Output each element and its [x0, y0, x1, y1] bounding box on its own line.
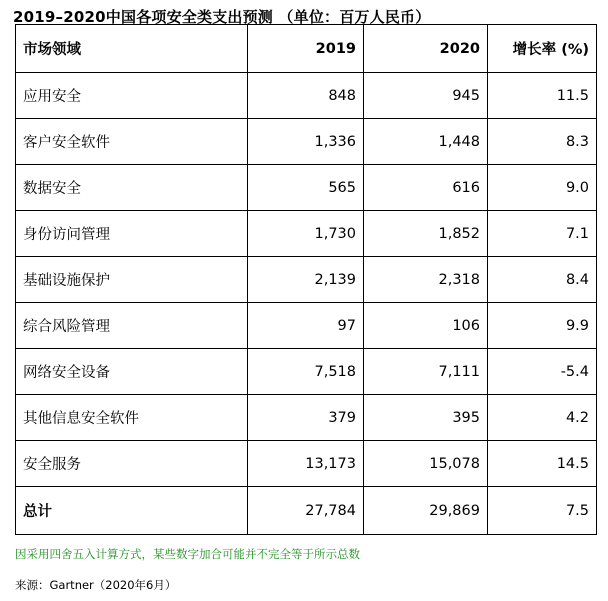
value-2020-cell: 106 [364, 303, 488, 349]
value-2020-cell: 1,448 [364, 119, 488, 165]
value-2019-cell: 13,173 [248, 441, 364, 487]
table-row [16, 395, 597, 441]
total-row [16, 487, 597, 535]
value-2020-cell: 2,318 [364, 257, 488, 303]
market-area-cell: 其他信息安全软件 [16, 395, 248, 441]
value-2020-cell: 7,111 [364, 349, 488, 395]
header-growth-rate: 增长率 (%) [488, 25, 597, 73]
growth-rate-cell: 8.4 [488, 257, 597, 303]
growth-rate-cell: 7.1 [488, 211, 597, 257]
table-row [16, 73, 597, 119]
value-2019-cell: 379 [248, 395, 364, 441]
value-2020-cell: 1,852 [364, 211, 488, 257]
rounding-note: 因采用四舍五入计算方式，某些数字加合可能并不完全等于所示总数 [15, 547, 360, 561]
table-header-row [16, 25, 597, 73]
table-title: 2019–2020中国各项安全类支出预测 （单位：百万人民币） [13, 8, 431, 26]
value-2019-cell: 1,730 [248, 211, 364, 257]
table-row [16, 165, 597, 211]
value-2019-cell: 1,336 [248, 119, 364, 165]
table-row [16, 211, 597, 257]
value-2019-cell: 848 [248, 73, 364, 119]
table-row [16, 349, 597, 395]
source-citation: 来源：Gartner（2020年6月） [15, 578, 177, 592]
market-area-cell: 综合风险管理 [16, 303, 248, 349]
market-area-cell: 应用安全 [16, 73, 248, 119]
market-area-cell: 身份访问管理 [16, 211, 248, 257]
value-2020-cell: 945 [364, 73, 488, 119]
header-2019: 2019 [248, 25, 364, 73]
value-2020-cell: 15,078 [364, 441, 488, 487]
growth-rate-cell: 8.3 [488, 119, 597, 165]
market-area-cell: 安全服务 [16, 441, 248, 487]
value-2020-cell: 395 [364, 395, 488, 441]
growth-rate-cell: 14.5 [488, 441, 597, 487]
growth-rate-cell: -5.4 [488, 349, 597, 395]
growth-rate-cell: 11.5 [488, 73, 597, 119]
growth-rate-cell: 9.0 [488, 165, 597, 211]
value-2019-cell: 2,139 [248, 257, 364, 303]
value-2019-cell: 565 [248, 165, 364, 211]
value-2019-cell: 7,518 [248, 349, 364, 395]
header-market-area: 市场领域 [16, 25, 248, 73]
total-2020-cell: 29,869 [364, 487, 488, 535]
growth-rate-cell: 4.2 [488, 395, 597, 441]
table-row [16, 441, 597, 487]
total-growth-cell: 7.5 [488, 487, 597, 535]
total-2019-cell: 27,784 [248, 487, 364, 535]
market-area-cell: 客户安全软件 [16, 119, 248, 165]
market-area-cell: 网络安全设备 [16, 349, 248, 395]
value-2020-cell: 616 [364, 165, 488, 211]
market-area-cell: 基础设施保护 [16, 257, 248, 303]
table-row [16, 303, 597, 349]
growth-rate-cell: 9.9 [488, 303, 597, 349]
header-2020: 2020 [364, 25, 488, 73]
value-2019-cell: 97 [248, 303, 364, 349]
market-area-cell: 数据安全 [16, 165, 248, 211]
spending-forecast-table [15, 24, 597, 535]
total-label-cell: 总计 [16, 487, 248, 535]
table-row [16, 257, 597, 303]
table-row [16, 119, 597, 165]
